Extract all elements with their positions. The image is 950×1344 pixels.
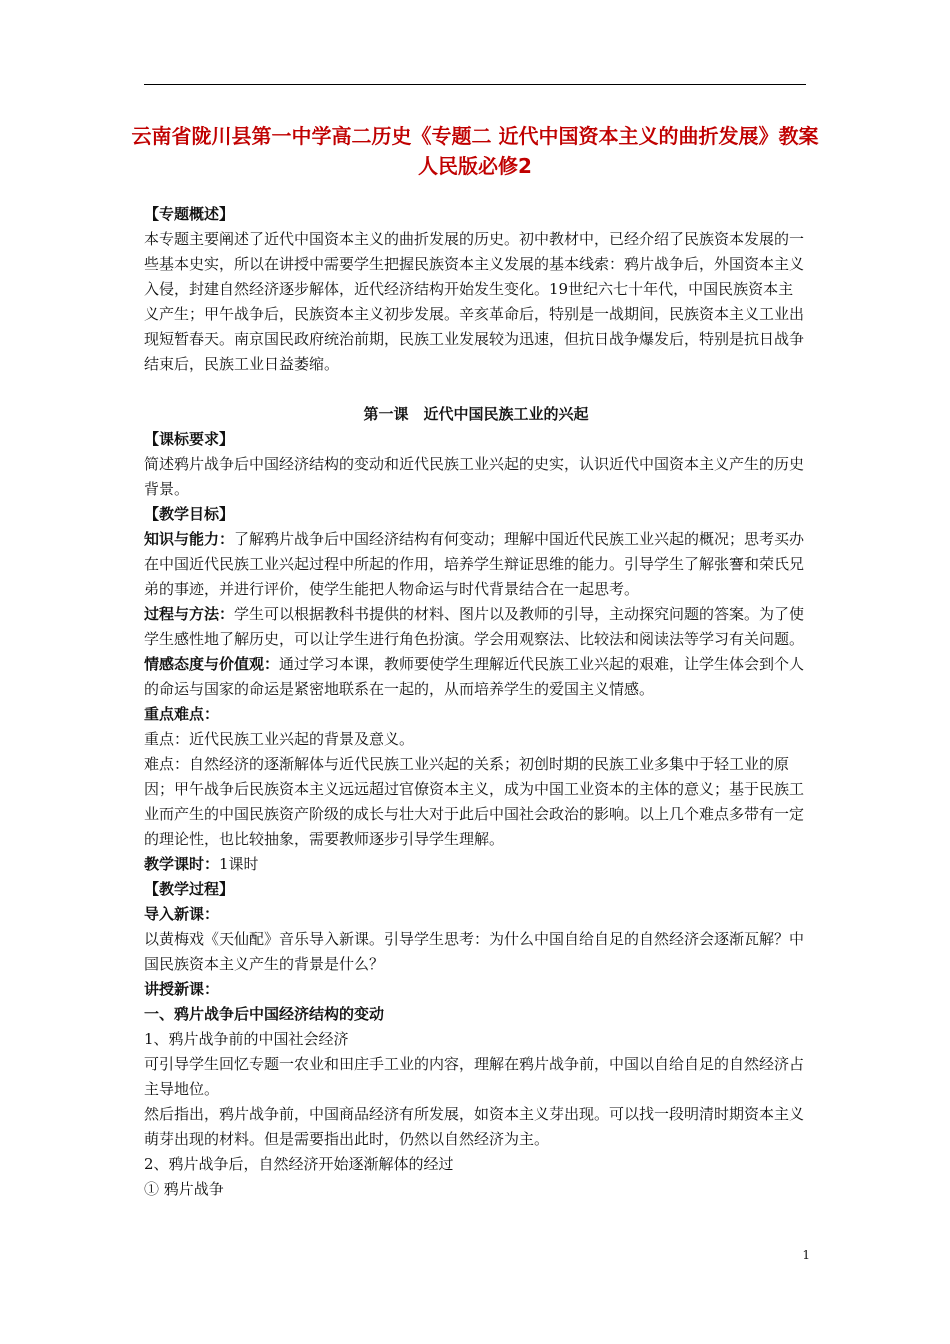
goal-emotion [144,652,808,702]
goal-knowledge [144,527,808,602]
section-heading-1: 一、鸦片战争后中国经济结构的变动 [144,1005,385,1023]
teach-label: 讲授新课： [144,980,220,998]
subsection-1: 1、鸦片战争前的中国社会经济 [144,1030,349,1048]
key-points-heading: 重点难点： [144,705,220,723]
goals-heading: 【教学目标】 [144,505,235,523]
process-heading: 【教学过程】 [144,880,235,898]
intro-label: 导入新课： [144,905,220,923]
goal-emotion-label: 情感态度与价值观： [144,655,280,673]
hours-label: 教学课时： [144,855,220,873]
list-item-1: ① 鸦片战争 [144,1180,224,1198]
goal-knowledge-label: 知识与能力： [144,530,235,548]
key-point: 重点：近代民族工业兴起的背景及意义。 [144,730,415,748]
header-rule [144,84,806,85]
document-body [144,202,808,1202]
lesson-title: 第一课 近代中国民族工业的兴起 [363,405,589,423]
page-number: 1 [802,1248,810,1262]
goal-emotion-text: 通过学习本课，教师要使学生理解近代民族工业兴起的艰难，让学生体会到个人的命运与国家的命运是紧密地联系在一起的，从而培养学生的爱国主义情感。 [144,655,805,698]
overview-heading: 【专题概述】 [144,205,235,223]
subsection-2: 2、鸦片战争后，自然经济开始逐渐解体的经过 [144,1155,454,1173]
subsection-1-paragraph-2: 然后指出，鸦片战争前，中国商品经济有所发展，如资本主义芽出现。可以找一段明清时期资本主义萌芽出现的材料。但是需要指出此时，仍然以自然经济为主。 [144,1105,805,1148]
goal-knowledge-text: 了解鸦片战争后中国经济结构有何变动；理解中国近代民族工业兴起的概况；思考买办在中国近代民族工业兴起过程中所起的作用，培养学生辩证思维的能力。引导学生了解张謇和荣氏兄弟的事迹，并进行评价，使学生能把人物命运与时代背景结合在一起思考。 [144,530,805,598]
difficult-point: 难点：自然经济的逐渐解体与近代民族工业兴起的关系；初创时期的民族工业多集中于轻工业的原因；甲午战争后民族资本主义远远超过官僚资本主义，成为中国工业资本的主体的意义；基于民族工业而产生的中国民族资产阶级的成长与壮大对于此后中国社会政治的影响。以上几个难点多带有一定的理论性，也比较抽象，需要教师逐步引导学生理解。 [144,755,805,848]
subsection-1-paragraph-1: 可引导学生回忆专题一农业和田庄手工业的内容，理解在鸦片战争前，中国以自给自足的自然经济占主导地位。 [144,1055,805,1098]
overview-text: 本专题主要阐述了近代中国资本主义的曲折发展的历史。初中教材中，已经介绍了民族资本发展的一些基本史实，所以在讲授中需要学生把握民族资本主义发展的基本线索：鸦片战争后，外国资本主义入侵，封建自然经济逐步解体，近代经济结构开始发生变化。19世纪六七十年代，中国民族资本主义产生；甲午战争后，民族资本主义初步发展。辛亥革命后，特别是一战期间，民族资本主义工业出现短暂春天。南京国民政府统治前期，民族工业发展较为迅速，但抗日战争爆发后，特别是抗日战争结束后，民族工业日益萎缩。 [144,230,805,373]
standards-heading: 【课标要求】 [144,430,235,448]
document-title: 云南省陇川县第一中学高二历史《专题二 近代中国资本主义的曲折发展》教案 人民版必修2 [131,124,819,178]
goal-process-text: 学生可以根据教科书提供的材料、图片以及教师的引导，主动探究问题的答案。为了使学生感性地了解历史，可以让学生进行角色扮演。学会用观察法、比较法和阅读法等学习有关问题。 [144,605,805,648]
teaching-hours [144,852,808,877]
goal-process-label: 过程与方法： [144,605,235,623]
standards-text: 简述鸦片战争后中国经济结构的变动和近代民族工业兴起的史实，认识近代中国资本主义产生的历史背景。 [144,455,805,498]
goal-process [144,602,808,652]
hours-value: 1课时 [219,855,259,873]
intro-text: 以黄梅戏《天仙配》音乐导入新课。引导学生思考：为什么中国自给自足的自然经济会逐渐瓦解？中国民族资本主义产生的背景是什么？ [144,930,805,973]
